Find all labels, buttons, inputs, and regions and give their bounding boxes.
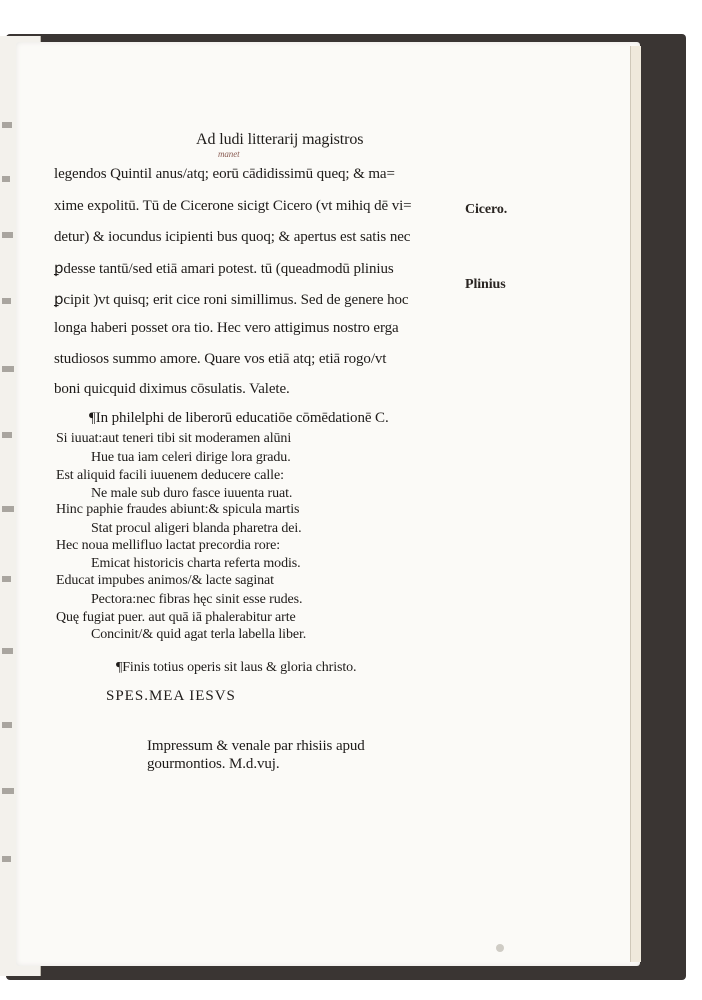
- margin-note-cicero: Cicero.: [465, 202, 508, 217]
- facing-page-text-fragment: [2, 432, 12, 438]
- verse-line: Concinit/& quid agat terla labella liber.: [91, 627, 307, 642]
- facing-page-text-fragment: [2, 232, 13, 238]
- prose-line: xime expolitū. Tū de Cicerone sicigt Cicero (vt mihiq dē vi=: [54, 198, 412, 214]
- verse-line: Si iuuat:aut teneri tibi sit moderamen alūni: [56, 431, 292, 446]
- verse-line: Pectora:nec fibras hęc sinit esse rudes.: [91, 592, 303, 607]
- prose-line: longa haberi posset ora tio. Hec vero attigimus nostro erga: [54, 320, 399, 336]
- prose-line: ꝑdesse tantū/sed etiā amari potest. tū (queadmodū plinius: [54, 261, 394, 277]
- facing-page-text-fragment: [2, 722, 12, 728]
- facing-page-text-fragment: [2, 648, 13, 654]
- prose-line: ꝑcipit )vt quisq; erit cice roni simillimus. Sed de genere hoc: [54, 292, 409, 308]
- facing-page-text-fragment: [2, 176, 10, 182]
- motto: SPES.MEA IESVS: [106, 688, 236, 704]
- prose-line: detur) & iocundus icipienti bus quoq; & apertus est satis nec: [54, 229, 411, 245]
- verse-line: Hinc paphie fraudes abiunt:& spicula martis: [56, 502, 300, 517]
- verse-line: Quę fugiat puer. aut quā iā phalerabitur arte: [56, 610, 296, 625]
- facing-page-text-fragment: [2, 122, 12, 128]
- facing-page-text-fragment: [2, 506, 14, 512]
- facing-page-text-fragment: [2, 788, 14, 794]
- facing-page-text-fragment: [2, 298, 11, 304]
- page-heading: Ad ludi litterarij magistros: [196, 131, 364, 148]
- verse-line: Hue tua iam celeri dirige lora gradu.: [91, 450, 291, 465]
- verse-line: Stat procul aligeri blanda pharetra dei.: [91, 521, 302, 536]
- verse-line: Emicat historicis charta referta modis.: [91, 556, 301, 571]
- prose-line: legendos Quintil anus/atq; eorū cādidissimū queq; & ma=: [54, 166, 395, 182]
- prose-line: studiosos summo amore. Quare vos etiā atq; etiā rogo/vt: [54, 351, 387, 367]
- colophon-line: gourmontios. M.d.vuj.: [147, 756, 280, 772]
- verse-line: Ne male sub duro fasce iuuenta ruat.: [91, 486, 293, 501]
- facing-page-text-fragment: [2, 856, 11, 862]
- finis-line: ¶Finis totius operis sit laus & gloria christo.: [116, 660, 357, 675]
- margin-note-plinius: Plinius: [465, 277, 506, 292]
- verse-line: Educat impubes animos/& lacte saginat: [56, 573, 274, 588]
- page-fore-edge: [630, 46, 641, 962]
- colophon-line: Impressum & venale par rhisiis apud: [147, 738, 365, 754]
- facing-page-text-fragment: [2, 366, 14, 372]
- paper-stain: [496, 944, 504, 952]
- facing-page-text-fragment: [2, 576, 11, 582]
- verse-line: Hec noua mellifluo lactat precordia rore:: [56, 538, 281, 553]
- prose-line: boni quicquid diximus cōsulatis. Valete.: [54, 381, 290, 397]
- poem-heading: ¶In philelphi de liberorū educatiōe cōmēdationē C.: [89, 410, 389, 426]
- verse-line: Est aliquid facili iuuenem deducere calle:: [56, 468, 284, 483]
- handwritten-annotation: manet: [218, 149, 240, 159]
